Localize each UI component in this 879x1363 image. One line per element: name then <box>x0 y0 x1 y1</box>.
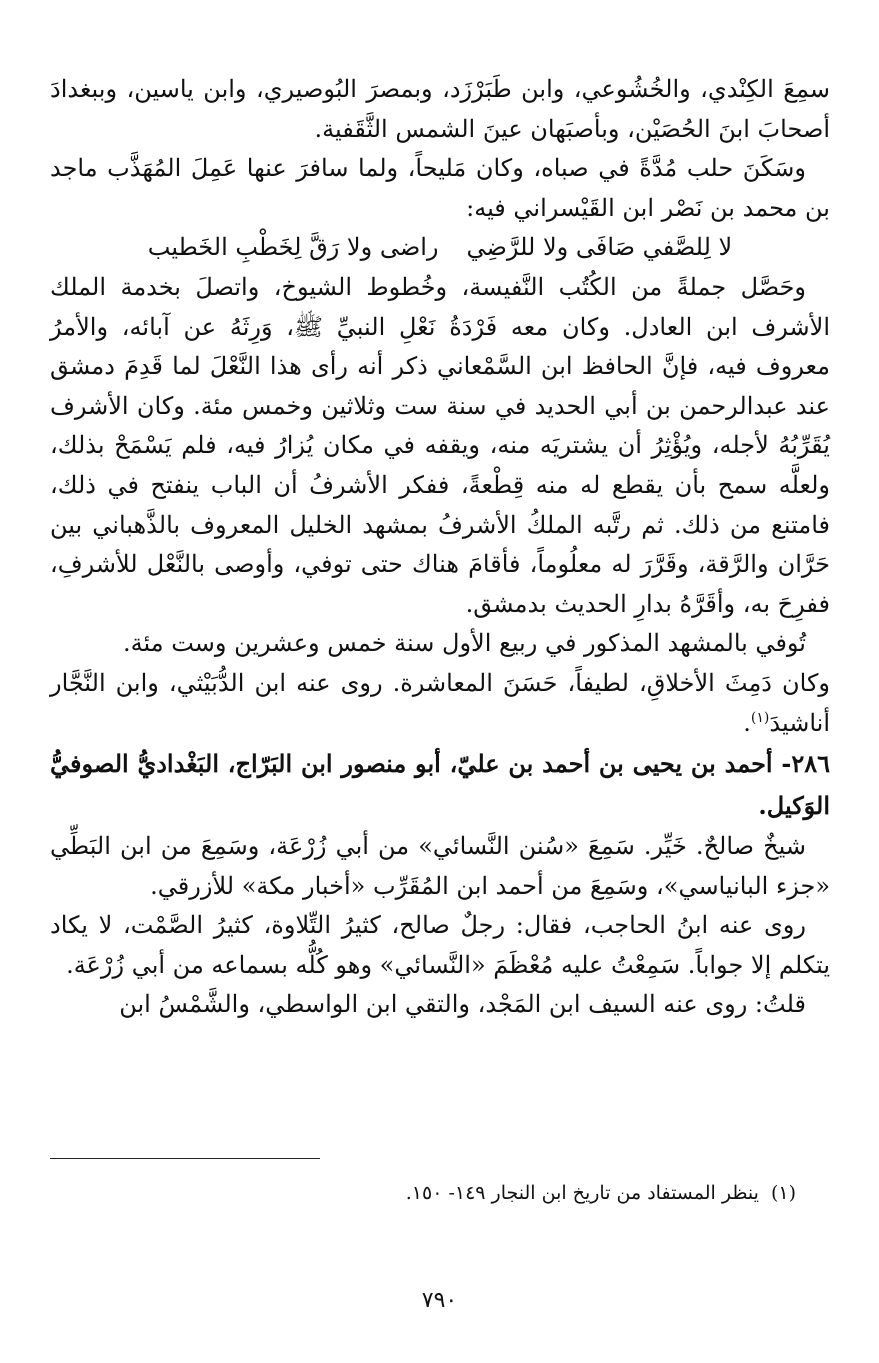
footnote-reference[interactable]: (١) <box>750 709 770 726</box>
footnote <box>50 1178 796 1208</box>
paragraph-6: شيخٌ صالحٌ. خَيِّر. سَمِعَ «سُنن النَّسائي» من أبي زُرْعَة، وسَمِعَ من ابن البَطِّي «جزء البانياسي»، وسَمِعَ من أحمد ابن المُقَرِّب «أخبار مكة» للأزرقي. <box>50 832 830 900</box>
footnote-divider <box>50 1158 320 1159</box>
verse-second-hemistich: راضى ولا رَقَّ لِخَطْبِ الخَطيب <box>147 233 439 262</box>
page-body <box>50 70 830 1310</box>
paragraph-1: سمِعَ الكِنْدي، والخُشُوعي، وابن طَبَرْزَد، وبمصرَ البُوصيري، وابن ياسين، وببغدادَ أصحابَ ابنَ الحُصَيْن، وبأصبَهان عينَ الشمس الثَّقَفية. <box>50 75 830 143</box>
paragraph-2: وسَكَنَ حلب مُدَّةً في صباه، وكان مَليحاً، ولما سافرَ عنها عَمِلَ المُهَذَّب ماجد بن محمد بن نَصْر ابن القَيْسراني فيه: <box>50 154 830 222</box>
entry-heading: ٢٨٦- أحمد بن يحيى بن أحمد بن عليّ، أبو منصور ابن البَرّاج، البَغْداديُّ الصوفيُّ الوَكيل. <box>50 749 830 821</box>
poetry-verse <box>50 228 830 268</box>
main-text <box>50 70 830 1025</box>
paragraph-5 <box>50 664 830 743</box>
footnote-number: (١) <box>770 1182 796 1204</box>
paragraph-8: قلتُ: روى عنه السيف ابن المَجْد، والتقي ابن الواسطي، والشَّمْسُ ابن <box>119 990 806 1019</box>
paragraph-5-end: . <box>743 708 751 737</box>
footnote-text: ينظر المستفاد من تاريخ ابن النجار ١٤٩- ١٥٠. <box>405 1182 759 1204</box>
page-number: ٧٩٠ <box>421 1288 458 1313</box>
paragraph-4: تُوفي بالمشهد المذكور في ربيع الأول سنة خمس وعشرين وست مئة. <box>122 629 806 658</box>
paragraph-5-text: وكان دَمِثَ الأخلاقِ، لطيفاً، حَسَنَ المعاشرة. روى عنه ابن الدُّبَيْثي، وابن النَّجَّار أناشيدَ <box>50 668 830 737</box>
verse-first-hemistich: لا لِلصَّفي صَافَى ولا للرَّضِي <box>466 233 733 262</box>
paragraph-3: وحَصَّل جملةً من الكُتُب النَّفيسة، وخُطوط الشيوخ، واتصلَ بخدمة الملك الأشرف ابن العادل. وكان معه فَرْدَةُ نَعْلِ النبيِّ ﷺ، وَرِثَهُ عن آبائه، والأمرُ معروف فيه، فإنَّ الحافظ ابن السَّمْعاني ذكر أنه رأى هذا النَّعْلَ لما قَدِمَ دمشق عند عبدالرحمن بن أبي الحديد في سنة ست وثلاثين وخمس مئة. وكان الأشرف يُقَرِّبُهُ لأجله، ويُؤْثِرُ أن يشتريَه منه، ويقفه في مكان يُزارُ فيه، فلم يَسْمَحْ بذلك، ولعلَّه سمح بأن يقطع له منه قِطْعةً، ففكر الأشرفُ أن الباب ينفتح في ذلك، فامتنع من ذلك. ثم رتَّبه الملكُ الأشرفُ بمشهد الخليل المعروف بالذَّهباني بين حَرَّان والرَّقة، وقَرَّرَ له معلُوماً، فأقامَ هناك حتى توفي، وأوصى بالنَّعْل للأشرفِ، ففرِحَ به، وأقَرَّهُ بدارِ الحديث بدمشق. <box>50 272 831 618</box>
paragraph-7: روى عنه ابنُ الحاجب، فقال: رجلٌ صالح، كثيرُ التِّلاوة، كثيرُ الصَّمْت، لا يكاد يتكلم إلا جواباً. سَمِعْتُ عليه مُعْظَمَ «النَّسائي» وهو كُلُّه بسماعه من أبي زُرْعَة. <box>50 911 830 979</box>
